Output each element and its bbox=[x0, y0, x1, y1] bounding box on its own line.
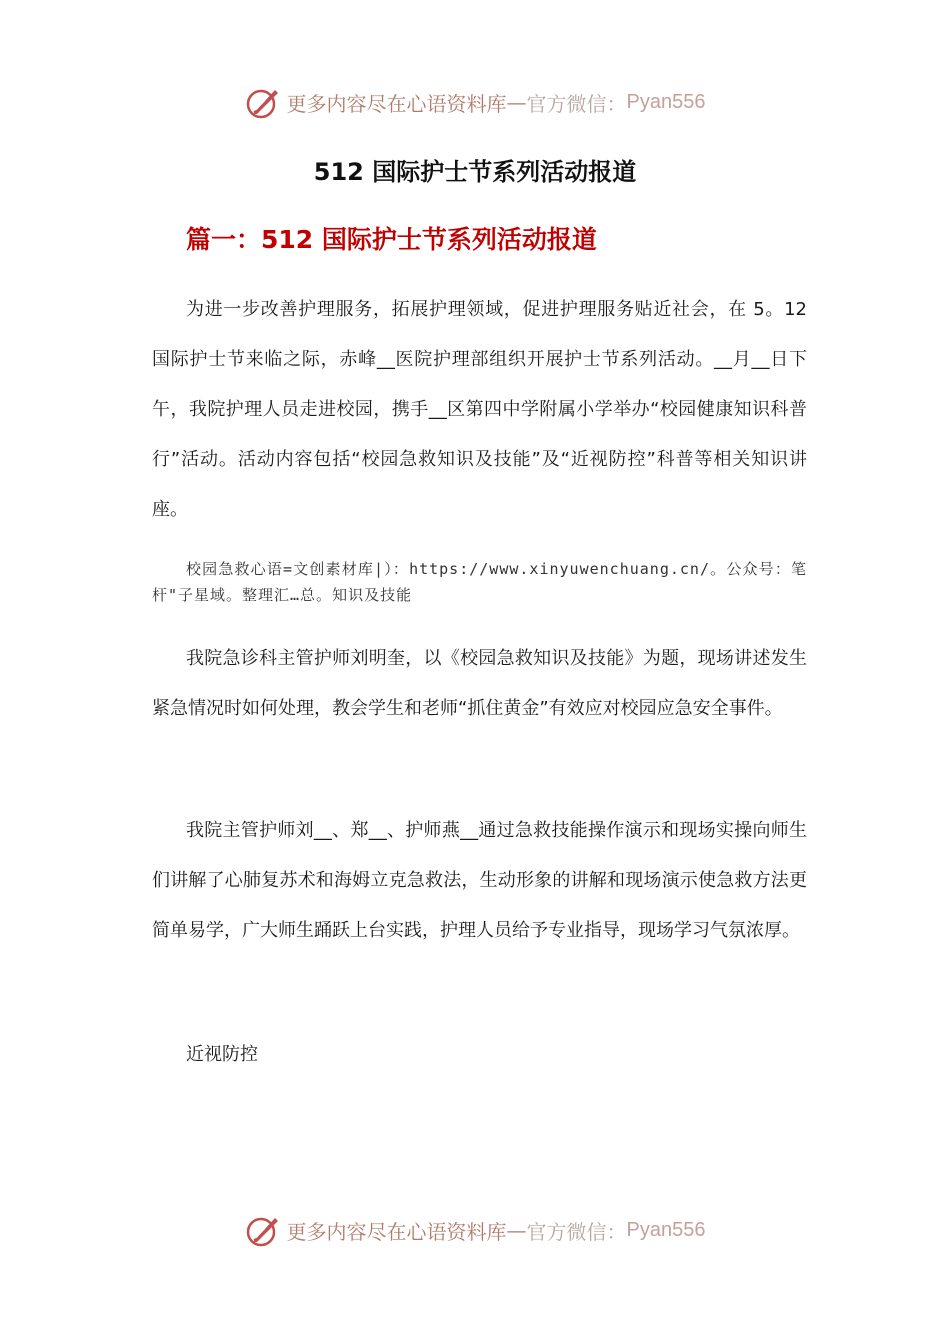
banner-wechat-id: Pyan556 bbox=[626, 1218, 706, 1241]
page-title: 512 国际护士节系列活动报道 bbox=[313, 158, 637, 186]
quill-logo-icon bbox=[245, 84, 281, 120]
footer-banner bbox=[0, 1210, 950, 1250]
paragraph-source-note: 校园急救心语=文创素材库|）：https://www.xinyuwenchuang.cn/。公众号：笔杆"子星域。整理汇…总。知识及技能 bbox=[152, 560, 807, 604]
section-title: 篇一：512 国际护士节系列活动报道 bbox=[186, 225, 597, 254]
paragraph-intro: 为进一步改善护理服务，拓展护理领域，促进护理服务贴近社会，在 5。12 国际护士节来临之际，赤峰__医院护理部组织开展护士节系列活动。__月__日下午，我院护理人员走进校园，携手__区第四中学附属小学举办“校园健康知识科普行”活动。活动内容包括“校园急救知识及技能”及“近视防控”科普等相关知识讲座。 bbox=[152, 299, 807, 520]
paragraph-myopia-heading: 近视防控 bbox=[186, 1044, 258, 1065]
paragraph-demonstration: 我院主管护师刘__、郑__、护师燕__通过急救技能操作演示和现场实操向师生们讲解了心肺复苏术和海姆立克急救法，生动形象的讲解和现场演示使急救方法更简单易学，广大师生踊跃上台实践，护理人员给予专业指导，现场学习气氛浓厚。 bbox=[152, 820, 807, 941]
header-banner bbox=[0, 82, 950, 122]
banner-separator: — bbox=[506, 90, 527, 114]
quill-logo-icon bbox=[245, 1212, 281, 1248]
banner-wechat-label: 官方微信： bbox=[526, 1219, 627, 1244]
banner-text: 更多内容尽在心语资料库 bbox=[286, 1219, 507, 1244]
banner-wechat-id: Pyan556 bbox=[626, 90, 706, 113]
banner-wechat-label: 官方微信： bbox=[526, 91, 627, 116]
banner-separator: — bbox=[506, 1218, 527, 1242]
banner-text: 更多内容尽在心语资料库 bbox=[286, 91, 507, 116]
paragraph-first-aid-lecture: 我院急诊科主管护师刘明奎，以《校园急救知识及技能》为题，现场讲述发生紧急情况时如何处理，教会学生和老师“抓住黄金”有效应对校园应急安全事件。 bbox=[152, 648, 807, 719]
